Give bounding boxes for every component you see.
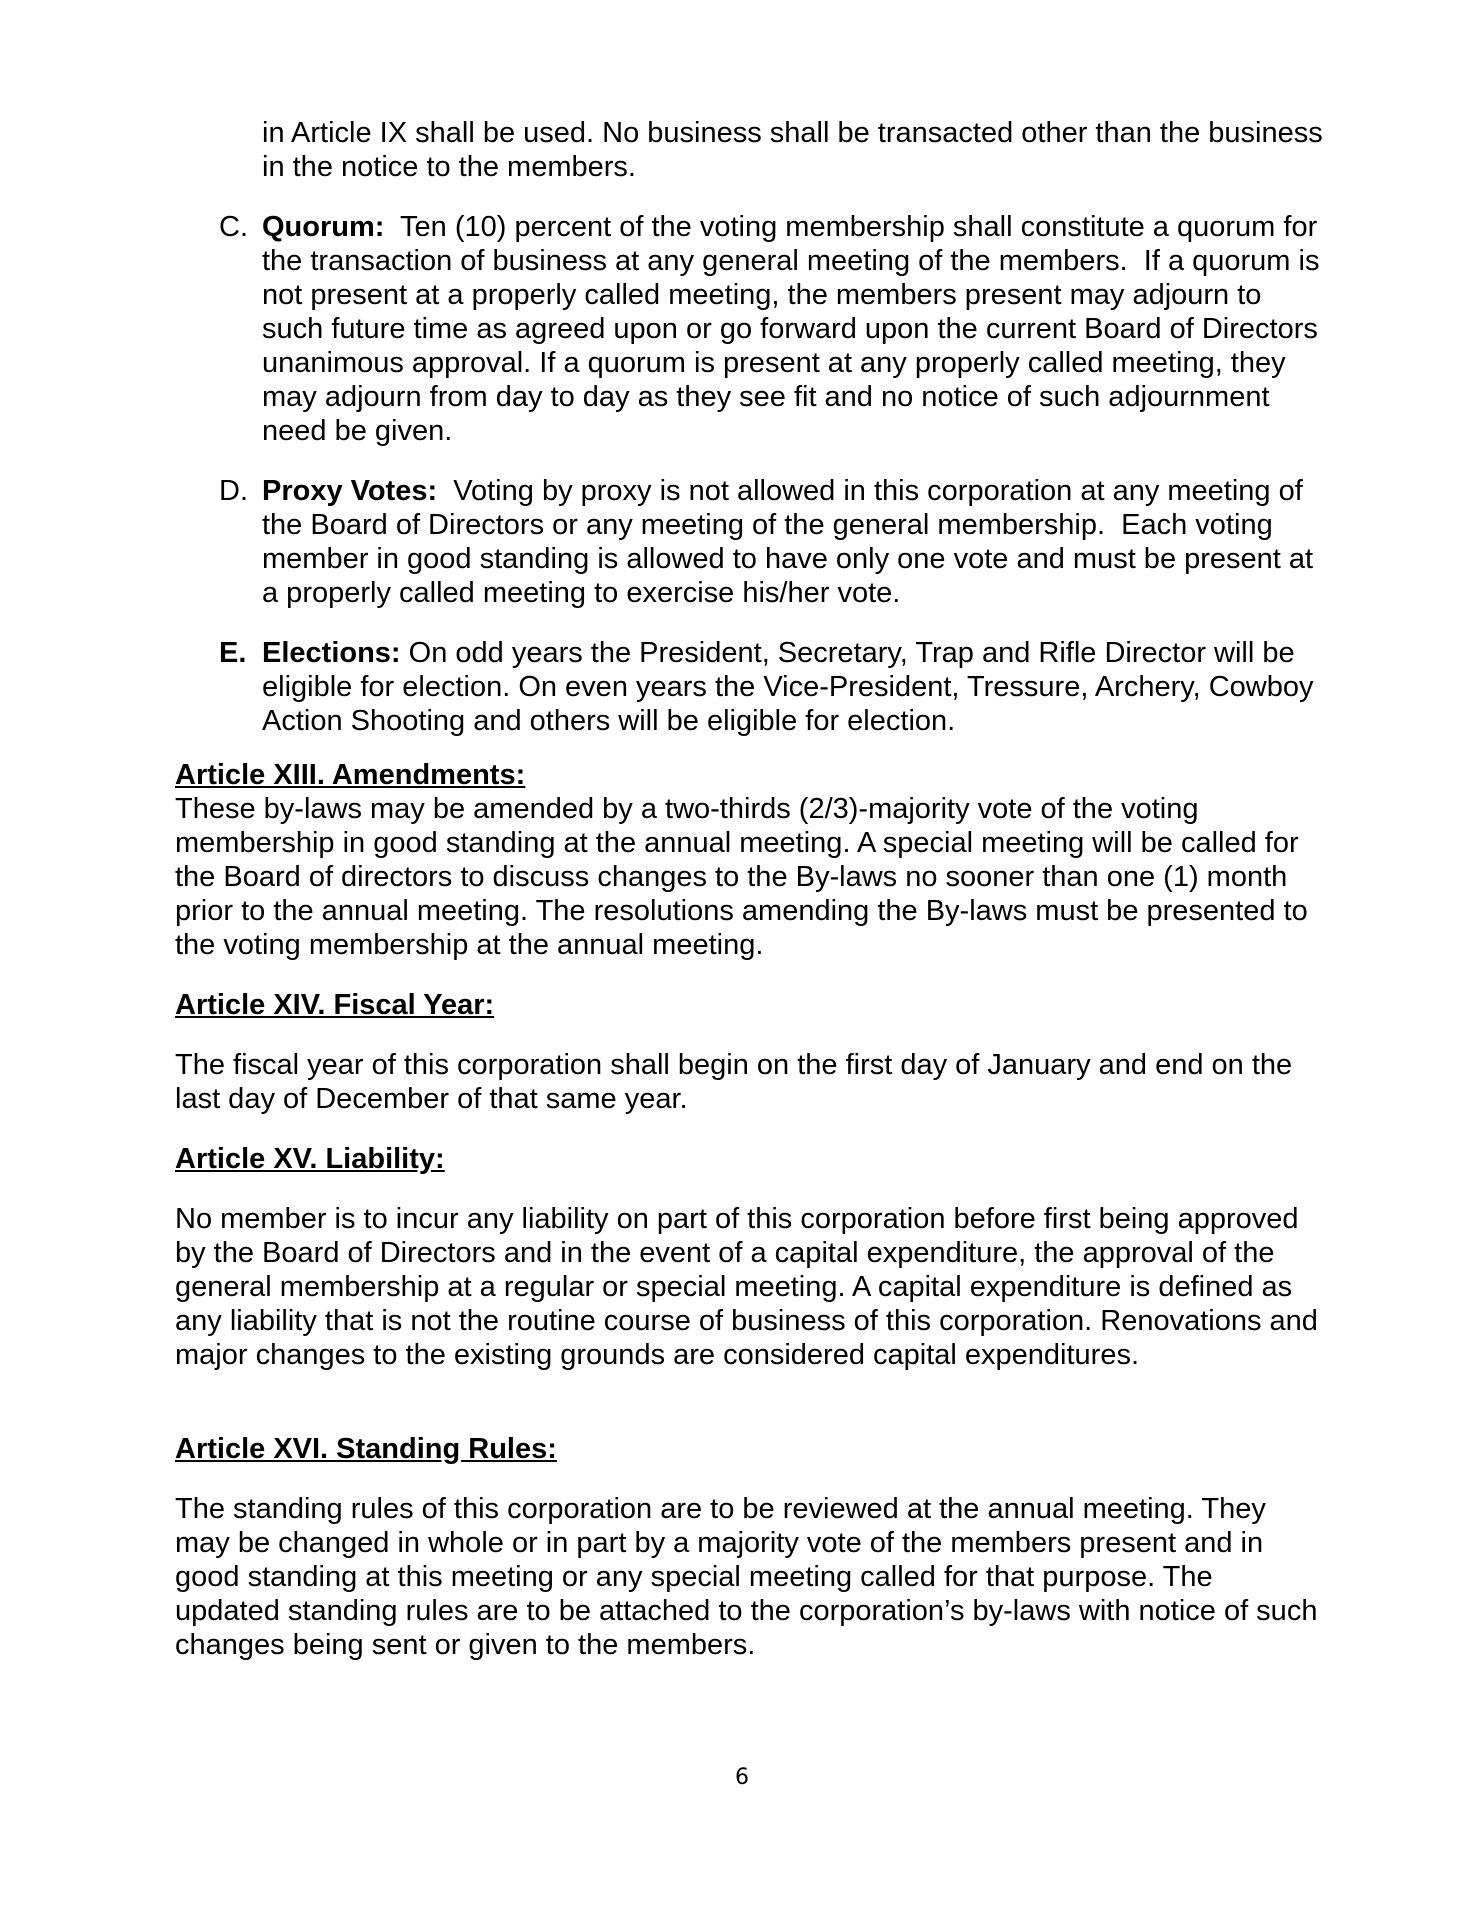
list-item-body bbox=[262, 636, 1325, 738]
article-liability bbox=[175, 1142, 1325, 1372]
list-letter: C. bbox=[219, 211, 248, 243]
article-heading: Article XIII. Amendments: bbox=[175, 759, 526, 791]
article-fiscal-year bbox=[175, 988, 1325, 1116]
article-amendments bbox=[175, 758, 1325, 962]
article-standing-rules bbox=[175, 1432, 1325, 1662]
list-item-body bbox=[262, 210, 1328, 448]
article-text: The fiscal year of this corporation shall begin on the first day of January and end on the last day of December of that same year. bbox=[175, 1049, 1293, 1115]
list-item-label: Elections: bbox=[262, 637, 401, 669]
list-letter: D. bbox=[219, 475, 248, 507]
list-item-label: Quorum: bbox=[262, 211, 385, 243]
list-item-quorum bbox=[175, 210, 1328, 448]
document-page bbox=[175, 116, 1328, 1688]
list-item-label: Proxy Votes: bbox=[262, 475, 438, 507]
list-item-text: Voting by proxy is not allowed in this corporation at any meeting of the Board of Directors or any meeting of the general membership. Each voting member in good standing is allowed to have only one vote and must be present at a properly called meeting to exercise his/her vote. bbox=[262, 475, 1322, 609]
article-text: No member is to incur any liability on part of this corporation before first being approved by the Board of Directors and in the event of a capital expenditure, the approval of the general membership at a regular or special meeting. A capital expenditure is defined as any liability that is not the routine course of business of this corporation. Renovations and major changes to the existing grounds are considered capital expenditures. bbox=[175, 1203, 1318, 1371]
list-letter: E. bbox=[219, 637, 247, 669]
list-item-proxy-votes bbox=[175, 474, 1325, 610]
article-heading: Article XVI. Standing Rules: bbox=[175, 1433, 557, 1465]
article-text: The standing rules of this corporation are to be reviewed at the annual meeting. They may be changed in whole or in part by a majority vote of the members present and in good standing at this meeting or any special meeting called for that purpose. The updated standing rules are to be attached to the corporation’s by-laws with notice of such changes being sent or given to the members. bbox=[175, 1493, 1318, 1661]
article-heading: Article XV. Liability: bbox=[175, 1143, 445, 1175]
list-item-text: On odd years the President, Secretary, Trap and Rifle Director will be eligible for election. On even years the Vice-President, Tressure, Archery, Cowboy Action Shooting and others will be eligible for election. bbox=[262, 637, 1320, 737]
page-number: 6 bbox=[735, 1765, 749, 1790]
list-item-body bbox=[262, 474, 1325, 610]
continuation-paragraph: in Article IX shall be used. No business shall be transacted other than the business in the notice to the members. bbox=[262, 117, 1323, 183]
list-item-elections bbox=[175, 636, 1325, 738]
article-text: These by-laws may be amended by a two-thirds (2/3)-majority vote of the voting membership in good standing at the annual meeting. A special meeting will be called for the Board of directors to discuss changes to the By-laws no sooner than one (1) month prior to the annual meeting. The resolutions amending the By-laws must be presented to the voting membership at the annual meeting. bbox=[175, 793, 1308, 961]
article-heading: Article XIV. Fiscal Year: bbox=[175, 989, 495, 1021]
list-item-text: Ten (10) percent of the voting membership shall constitute a quorum for the transaction of business at any general meeting of the members. If a quorum is not present at a properly called meeting, the members present may adjourn to such future time as agreed upon or go forward upon the current Board of Directors unanimous approval. If a quorum is present at any properly called meeting, they may adjourn from day to day as they see fit and no notice of such adjournment need be given. bbox=[262, 211, 1328, 447]
